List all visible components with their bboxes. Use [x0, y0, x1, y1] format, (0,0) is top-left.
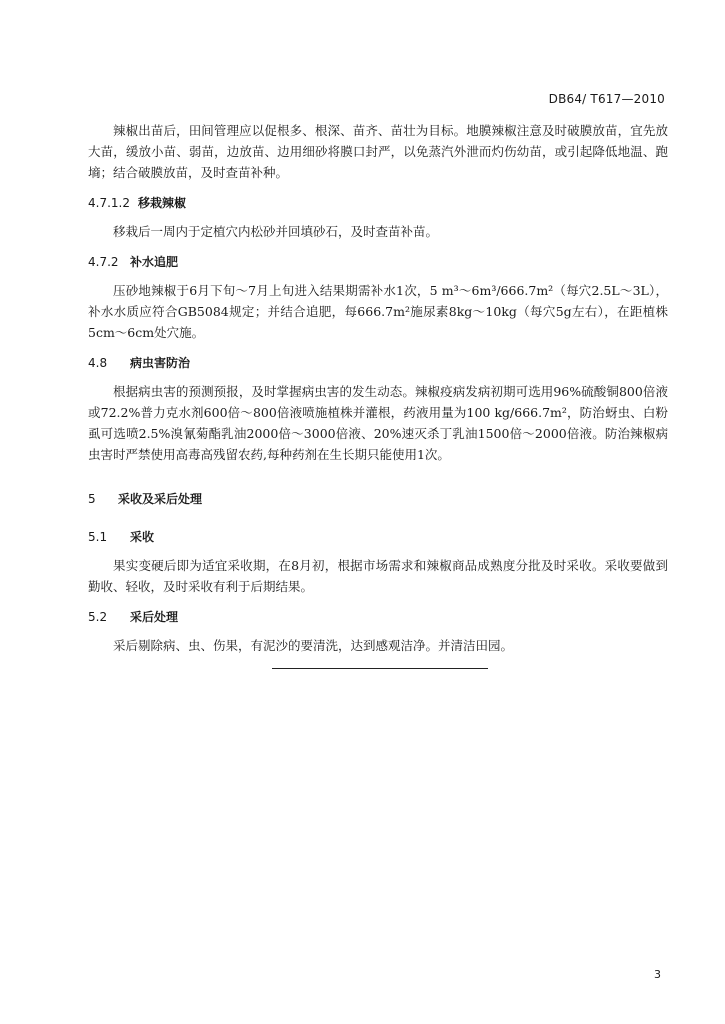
heading-title: 采后处理: [130, 610, 179, 624]
page-number: 3: [654, 968, 661, 981]
heading-5-1: [88, 527, 668, 547]
paragraph-transplant: 移栽后一周内于定植穴内松砂并回填砂石，及时查苗补苗。: [113, 224, 439, 239]
paragraph-post-harvest: 采后剔除病、虫、伤果，有泥沙的要清洗，达到感观洁净。并清洁田园。: [113, 638, 514, 653]
paragraph-seedling-management: 辣椒出苗后，田间管理应以促根多、根深、苗齐、苗壮为目标。地膜辣椒注意及时破膜放苗，宜先放大苗，缓放小苗、弱苗，边放苗、边用细砂将膜口封严，以免蒸汽外泄而灼伤幼苗，或引起降低地温、跑墒；结合破膜放苗，及时查苗补种。: [88, 123, 668, 180]
heading-5-2: [88, 607, 668, 627]
heading-number: 4.8: [88, 356, 108, 370]
heading-number: 5.2: [88, 610, 108, 624]
heading-4-8: [88, 353, 668, 373]
heading-number: 4.7.2: [88, 255, 119, 269]
document-body: [88, 120, 668, 656]
paragraph-pest-control: 根据病虫害的预测预报，及时掌握病虫害的发生动态。辣椒疫病发病初期可选用96%硫酸铜800倍液或72.2%普力克水剂600倍～800倍液喷施植株并灌根，药液用量为100 kg/666.7m²，防治蚜虫、白粉虱可选喷2.5%溴氰菊酯乳油2000倍～3000倍液、20%速灭杀丁乳油1500倍～2000倍液。防治辣椒病虫害时严禁使用高毒高残留农药,每种药剂在生长期只能使用1次。: [88, 384, 668, 462]
chapter-5-heading: [88, 489, 668, 509]
paragraph-water-fertilizer: 压砂地辣椒于6月下旬～7月上旬进入结果期需补水1次，5 m³～6m³/666.7m²（每穴2.5L～3L），补水水质应符合GB5084规定；并结合追肥，每666.7m²施尿素8kg～10kg（每穴5g左右），在距植株5cm～6cm处穴施。: [88, 283, 668, 340]
document-code: DB64/ T617—2010: [548, 92, 665, 106]
chapter-title: 采收及采后处理: [118, 492, 203, 506]
heading-number: 5.1: [88, 530, 108, 544]
chapter-number: 5: [88, 492, 96, 506]
end-divider: [272, 668, 488, 669]
heading-4-7-2: [88, 252, 668, 272]
heading-title: 病虫害防治: [130, 356, 191, 370]
heading-title: 补水追肥: [130, 255, 179, 269]
heading-title: 移栽辣椒: [137, 196, 186, 210]
heading-title: 采收: [130, 530, 155, 544]
paragraph-harvest: 果实变硬后即为适宜采收期，在8月初，根据市场需求和辣椒商品成熟度分批及时采收。采收要做到勤收、轻收，及时采收有利于后期结果。: [88, 558, 668, 594]
heading-4-7-1-2: [88, 193, 668, 213]
heading-number: 4.7.1.2: [88, 196, 130, 210]
